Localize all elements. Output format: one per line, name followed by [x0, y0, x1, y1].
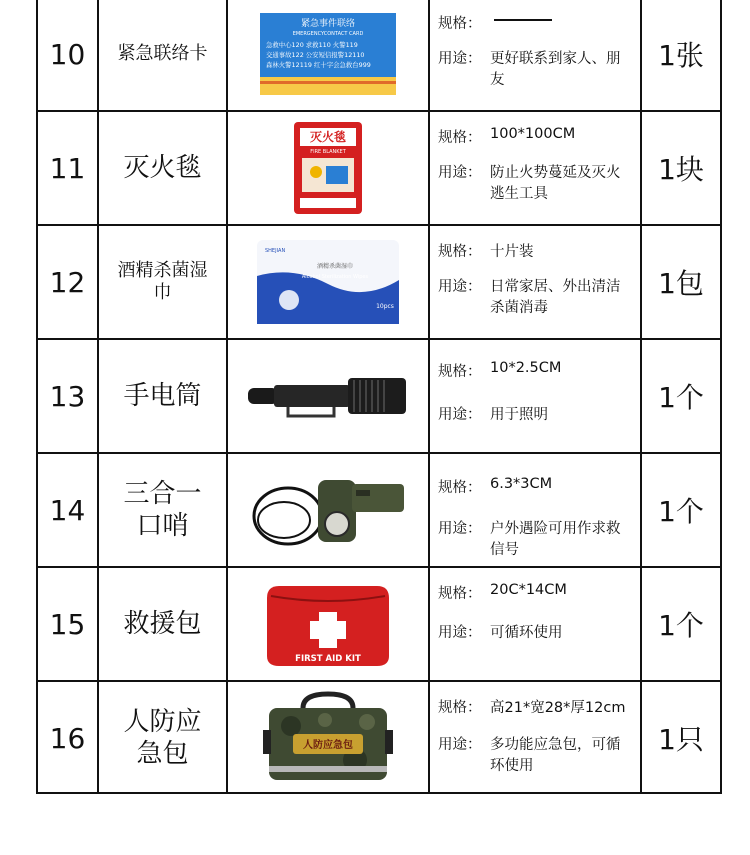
item-name: 人防应急包 [99, 682, 228, 794]
card-line: 交通事故122 公安短信报警12110 [266, 51, 365, 59]
spec-value: 10*2.5CM [490, 360, 562, 376]
use-value: 日常家居、外出清洁杀菌消毒 [490, 279, 621, 316]
use-value: 用于照明 [490, 407, 548, 423]
fire-blanket-image [228, 112, 430, 224]
spec-label: 规格： [438, 244, 482, 260]
use-value: 多功能应急包，可循环使用 [490, 737, 621, 774]
package-brand: SHEJIAN [265, 248, 286, 254]
item-number: 16 [38, 682, 99, 794]
item-name: 灭火毯 [99, 112, 228, 224]
spec-value: 100*100CM [490, 126, 576, 142]
card-title: 紧急事件联络 [300, 19, 356, 29]
package-title: 酒精杀菌湿巾 [316, 263, 354, 270]
item-number: 12 [38, 226, 99, 338]
use-value: 户外遇险可用作求救信号 [490, 521, 621, 558]
use-label: 用途： [438, 737, 482, 753]
item-spec [430, 112, 642, 224]
card-subtitle: EMERGENCYCONTACT CARD [292, 31, 364, 37]
table-row [38, 452, 720, 566]
item-name: 酒精杀菌湿巾 [99, 226, 228, 338]
use-value: 防止火势蔓延及灭火逃生工具 [490, 165, 621, 202]
spec-label: 规格： [438, 586, 482, 602]
spec-value: 十片装 [490, 244, 534, 260]
package-count: 10pcs [376, 303, 394, 310]
spec-label: 规格： [438, 700, 482, 716]
item-quantity: 1包 [658, 267, 704, 300]
use-label: 用途： [438, 165, 482, 181]
item-spec [430, 454, 642, 566]
table-row [38, 224, 720, 338]
item-quantity: 1个 [658, 609, 704, 642]
item-number: 15 [38, 568, 99, 680]
whistle-image [228, 454, 430, 566]
item-spec [430, 226, 642, 338]
package-subtitle: Alcohol Sterilization Wipes [301, 274, 369, 280]
item-name: 救援包 [99, 568, 228, 680]
table-row [38, 0, 720, 110]
item-number: 14 [38, 454, 99, 566]
use-label: 用途： [438, 51, 482, 67]
emergency-card-image [228, 0, 430, 110]
flashlight-image [228, 340, 430, 452]
spec-label: 规格： [438, 364, 482, 380]
table-row [38, 110, 720, 224]
first-aid-kit-image [228, 568, 430, 680]
item-name: 三合一口哨 [99, 454, 228, 566]
item-spec [430, 340, 642, 452]
item-quantity: 1个 [658, 381, 704, 414]
use-value: 更好联系到家人、朋友 [490, 51, 621, 88]
table-row [38, 680, 720, 794]
spec-value: 高21*宽28*厚12cm [490, 700, 626, 716]
use-label: 用途： [438, 279, 482, 295]
item-spec [430, 0, 642, 110]
use-value: 可循环使用 [490, 625, 563, 641]
use-label: 用途： [438, 407, 482, 423]
card-line: 森林火警12119 红十字会急救台999 [266, 61, 371, 69]
alcohol-wipes-image [228, 226, 430, 338]
item-name: 紧急联络卡 [99, 0, 228, 110]
item-quantity: 1只 [658, 723, 704, 756]
spec-label: 规格： [438, 130, 482, 146]
spec-dash [494, 19, 552, 21]
table-row [38, 566, 720, 680]
use-label: 用途： [438, 625, 482, 641]
spec-value: 20C*14CM [490, 582, 567, 598]
emergency-bag-image [228, 682, 430, 794]
package-title: FIRST AID KIT [295, 654, 361, 664]
item-quantity: 1张 [658, 39, 704, 72]
package-title: 灭火毯 [309, 130, 347, 144]
item-name: 手电筒 [99, 340, 228, 452]
items-table [36, 0, 722, 794]
spec-value: 6.3*3CM [490, 476, 553, 492]
package-subtitle: FIRE BLANKET [310, 149, 346, 155]
spec-label: 规格： [438, 16, 482, 32]
item-number: 11 [38, 112, 99, 224]
table-row [38, 338, 720, 452]
item-spec [430, 682, 642, 794]
card-line: 急救中心120 求救110 火警119 [266, 41, 358, 49]
item-spec [430, 568, 642, 680]
use-label: 用途： [438, 521, 482, 537]
item-number: 10 [38, 0, 99, 110]
spec-label: 规格： [438, 480, 482, 496]
item-quantity: 1块 [658, 153, 704, 186]
item-quantity: 1个 [658, 495, 704, 528]
item-number: 13 [38, 340, 99, 452]
package-title: 人防应急包 [303, 740, 353, 751]
